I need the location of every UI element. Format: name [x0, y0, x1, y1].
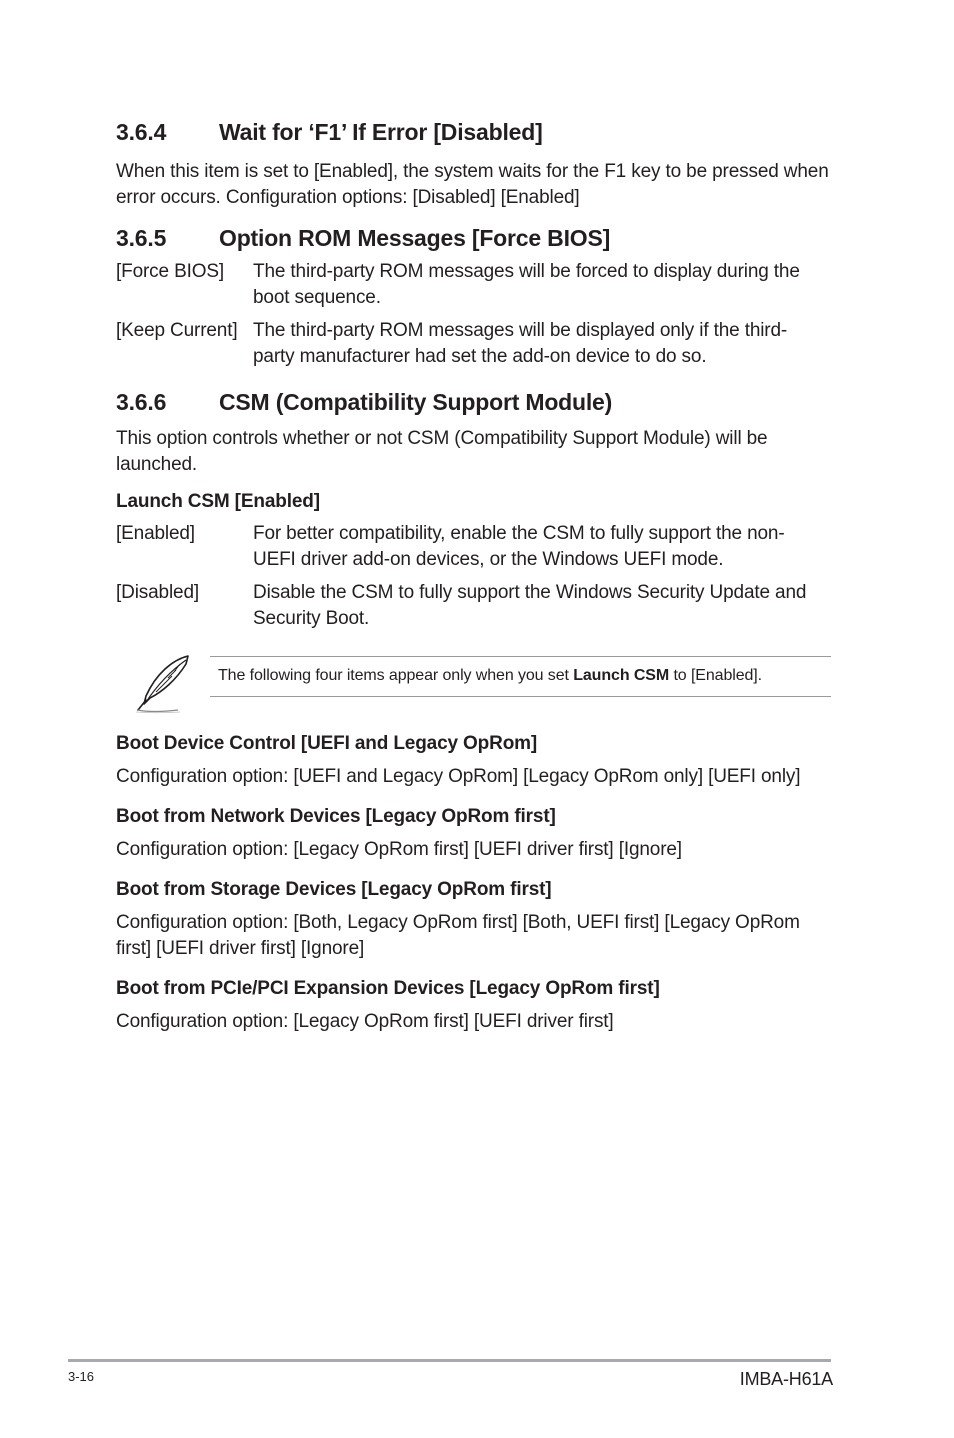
note-bottom-rule: [210, 696, 831, 697]
note-text: [218, 664, 762, 688]
note-text-prefix: The following four items appear only when you set: [218, 667, 574, 684]
item-body-boot-pcie: Configuration option: [Legacy OpRom first] [UEFI driver first]: [116, 1011, 614, 1032]
item-heading-boot-storage: Boot from Storage Devices [Legacy OpRom first]: [116, 879, 552, 900]
item-body-boot-storage: Configuration option: [Both, Legacy OpRom first] [Both, UEFI first] [Legacy OpRom first] [UEFI driver first] [Ignore]: [116, 912, 800, 959]
feather-quill-icon: [132, 652, 194, 714]
option-key-enabled: [Enabled]: [116, 523, 195, 544]
option-key-disabled: [Disabled]: [116, 582, 199, 603]
section-number: 3.6.6: [116, 389, 167, 415]
section-title: Wait for ‘F1’ If Error [Disabled]: [219, 119, 543, 145]
section-body-3-6-6: This option controls whether or not CSM (Compatibility Support Module) will be launched.: [116, 428, 768, 475]
footer-rule: [68, 1359, 831, 1362]
section-title: Option ROM Messages [Force BIOS]: [219, 225, 611, 251]
section-heading-3-6-6: [116, 388, 836, 416]
option-desc-disabled: Disable the CSM to fully support the Windows Security Update and Security Boot.: [253, 582, 807, 629]
option-key-keep-current: [Keep Current]: [116, 320, 238, 341]
note-top-rule: [210, 656, 831, 657]
section-number: 3.6.5: [116, 225, 167, 251]
section-title: CSM (Compatibility Support Module): [219, 389, 613, 415]
footer-page-number: 3-16: [68, 1369, 95, 1384]
option-key-force-bios: [Force BIOS]: [116, 261, 225, 282]
section-number: 3.6.4: [116, 119, 167, 145]
section-heading-3-6-5: [116, 224, 836, 252]
footer-model-name: IMBA-H61A: [739, 1369, 833, 1389]
option-desc-force-bios: The third-party ROM messages will be forced to display during the boot sequence.: [253, 261, 800, 308]
item-heading-boot-device-control: Boot Device Control [UEFI and Legacy OpRom]: [116, 733, 538, 754]
option-desc-keep-current: The third-party ROM messages will be displayed only if the third-party manufacturer had set the add-on device to do so.: [253, 320, 788, 367]
option-desc-enabled: For better compatibility, enable the CSM to fully support the non-UEFI driver add-on devices, or the Windows UEFI mode.: [253, 523, 785, 570]
item-body-boot-device-control: Configuration option: [UEFI and Legacy OpRom] [Legacy OpRom only] [UEFI only]: [116, 766, 801, 787]
note-text-bold: Launch CSM: [573, 667, 670, 684]
item-heading-boot-network: Boot from Network Devices [Legacy OpRom first]: [116, 806, 556, 827]
note-text-suffix: to [Enabled].: [669, 667, 762, 684]
item-body-boot-network: Configuration option: [Legacy OpRom first] [UEFI driver first] [Ignore]: [116, 839, 682, 860]
section-heading-3-6-4: [116, 118, 836, 146]
launch-csm-heading: Launch CSM [Enabled]: [116, 491, 320, 512]
item-heading-boot-pcie: Boot from PCIe/PCI Expansion Devices [Legacy OpRom first]: [116, 978, 660, 999]
section-body-3-6-4: When this item is set to [Enabled], the system waits for the F1 key to be pressed when error occurs. Configuration options: [Disabled] [Enabled]: [116, 161, 829, 208]
